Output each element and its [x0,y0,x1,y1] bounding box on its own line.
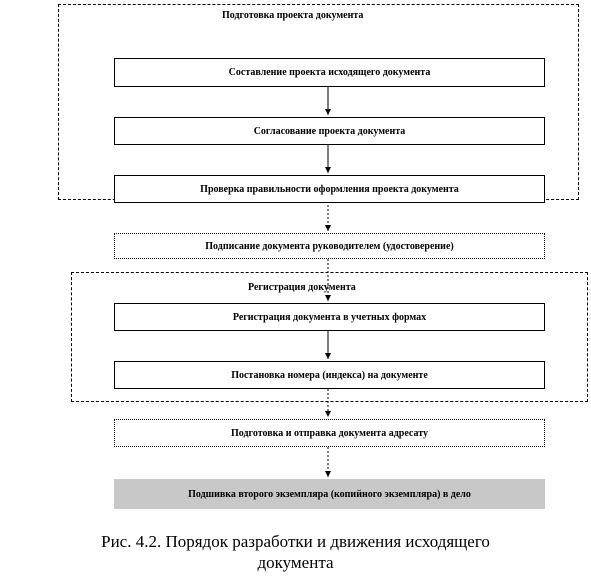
step-file-copy: Подшивка второго экземпляра (копийного экземпляра) в дело [114,479,545,509]
step-registration-forms: Регистрация документа в учетных формах [114,303,545,331]
preparation-group-title: Подготовка проекта документа [222,10,364,21]
registration-group-title: Регистрация документа [248,282,356,293]
figure-caption-line-1: Рис. 4.2. Порядок разработки и движения исходящего [101,532,490,551]
step-prepare-send: Подготовка и отправка документа адресату [114,419,545,447]
step-approve-draft: Согласование проекта документа [114,117,545,145]
step-check-formatting: Проверка правильности оформления проекта документа [114,175,545,203]
step-compose-draft: Составление проекта исходящего документа [114,58,545,87]
step-signing: Подписание документа руководителем (удостоверение) [114,233,545,259]
step-assign-number: Постановка номера (индекса) на документе [114,361,545,389]
figure-caption-line-2: документа [257,553,334,572]
